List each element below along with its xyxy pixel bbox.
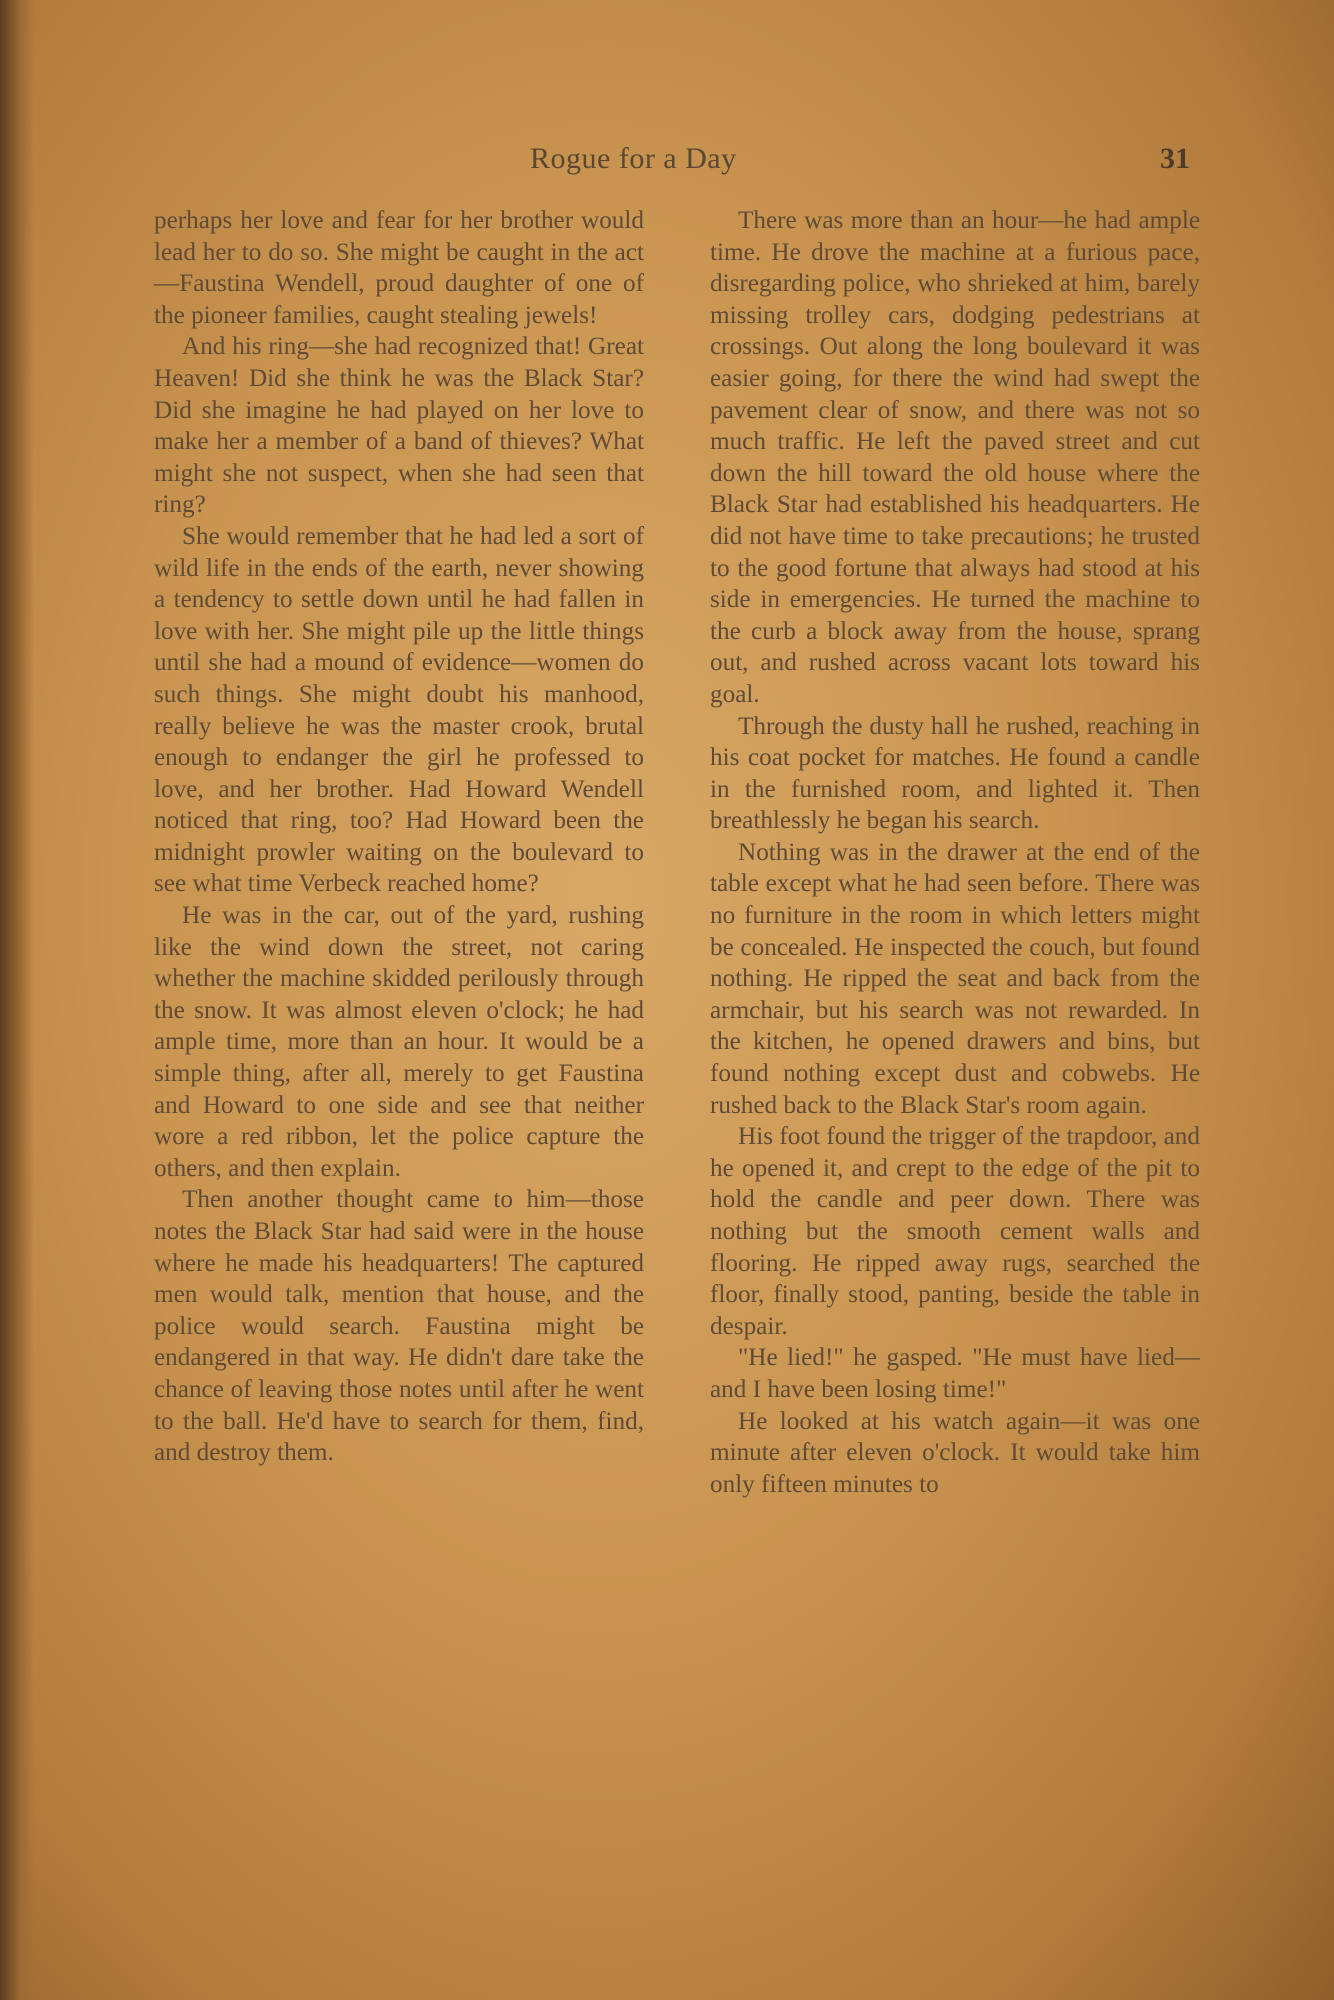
paragraph: His foot found the trigger of the trapdoor, and he opened it, and crept to the edge of the pit to hold the candle and peer down. There was nothing but the smooth cement walls and flooring. He ripped away rugs, searched the floor, finally stood, panting, beside the table in despair. [710,1123,1200,1340]
paragraph: Nothing was in the drawer at the end of the table except what he had seen before. There was no furniture in the room in which letters might be concealed. He inspected the couch, but found nothing. He ripped the seat and back from the armchair, but his search was not rewarded. In the kitchen, he opened drawers and bins, but found nothing except dust and cobwebs. He rushed back to the Black Star's room again. [710,838,1200,1119]
paragraph: He was in the car, out of the yard, rushing like the wind down the street, not caring whether the machine skidded perilously through the snow. It was almost eleven o'clock; he had ample time, more than an hour. It would be a simple thing, after all, merely to get Faustina and Howard to one side and see that neither wore a red ribbon, let the police capture the others, and then explain. [154,902,644,1182]
paragraph: He looked at his watch again—it was one minute after eleven o'clock. It would take him only fifteen minutes to [710,1407,1200,1498]
page-number: 31 [1160,142,1190,175]
paragraph: Through the dusty hall he rushed, reaching in his coat pocket for matches. He found a candle in the furnished room, and lighted it. Then breathlessly he began his search. [710,712,1200,835]
paragraph: "He lied!" he gasped. "He must have lied—and I have been losing time!" [710,1344,1200,1403]
paragraph: There was more than an hour—he had ample time. He drove the machine at a furious pace, disregarding police, who shrieked at him, barely missing trolley cars, dodging pedestrians at crossings. Out along the long boulevard it was easier going, for there the wind had swept the pavement clear of snow, and there was not so much traffic. He left the paved street and cut down the hill toward the old house where the Black Star had established his headquarters. He did not have time to take precautions; he trusted to the good fortune that always had stood at his side in emergencies. He turned the machine to the curb a block away from the house, sprang out, and rushed across vacant lots toward his goal. [710,207,1200,708]
left-column [154,205,644,1469]
running-head: Rogue for a Day [530,142,737,175]
paragraph: She would remember that he had led a sort of wild life in the ends of the earth, never showing a tendency to settle down until he had fallen in love with her. She might pile up the little things until she had a mound of evidence—women do such things. She might doubt his manhood, really believe he was the master crook, brutal enough to endanger the girl he professed to love, and her brother. Had Howard Wendell noticed that ring, too? Had Howard been the midnight prowler waiting on the boulevard to see what time Verbeck reached home? [154,522,644,898]
page-spine-shadow [0,0,34,2000]
page-header [160,142,1190,188]
paragraph: And his ring—she had recognized that! Great Heaven! Did she think he was the Black Star? Did she imagine he had played on her love to make her a member of a band of thieves? What might she not suspect, when she had seen that ring? [154,333,644,519]
paragraph: perhaps her love and fear for her brother would lead her to do so. She might be caught in the act—Faustina Wendell, proud daughter of one of the pioneer families, caught stealing jewels! [154,207,644,329]
paragraph: Then another thought came to him—those notes the Black Star had said were in the house where he made his headquarters! The captured men would talk, mention that house, and the police would search. Faustina might be endangered in that way. He didn't dare take the chance of leaving those notes until after he went to the ball. He'd have to search for them, find, and destroy them. [154,1186,644,1467]
right-column [710,205,1200,1500]
